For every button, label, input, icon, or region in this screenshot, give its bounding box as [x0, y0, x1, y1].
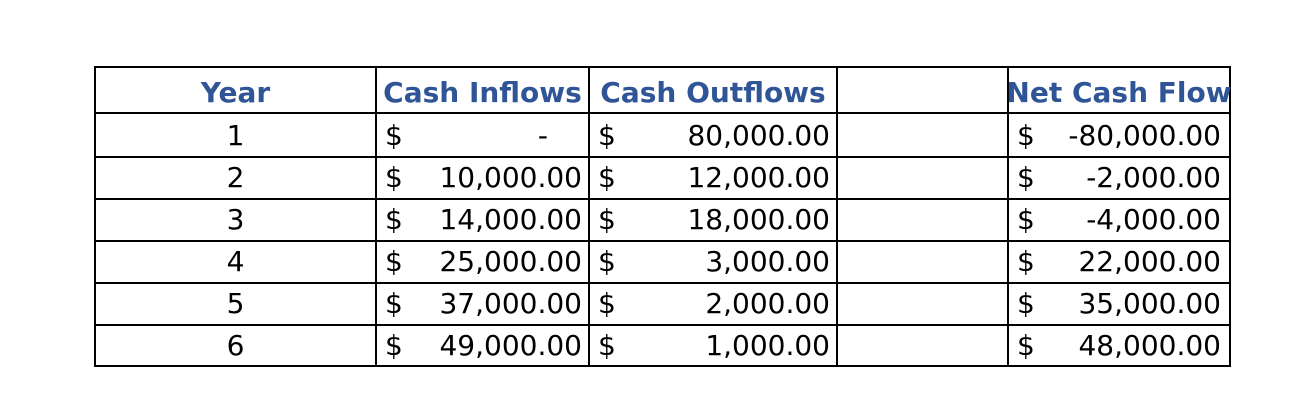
- year-cell: 1: [226, 118, 245, 152]
- currency-symbol: $: [598, 286, 616, 320]
- currency-symbol: $: [385, 328, 403, 362]
- blank-cell: [838, 156, 1007, 198]
- currency-symbol: $: [1017, 118, 1035, 152]
- currency-symbol: $: [598, 160, 616, 194]
- blank-cell: [838, 240, 1007, 282]
- cash-inflow-value: 14,000.00: [439, 202, 582, 236]
- cash-outflow-value: 80,000.00: [687, 118, 830, 152]
- cash-outflow-value: 1,000.00: [705, 328, 830, 362]
- header-year: Year: [200, 75, 271, 109]
- blank-cell: [838, 324, 1007, 366]
- cash-outflow-value: 3,000.00: [705, 244, 830, 278]
- currency-symbol: $: [1017, 286, 1035, 320]
- header-net-cash-flow: Net Cash Flow: [1006, 75, 1232, 109]
- net-cash-flow-value: 22,000.00: [1078, 244, 1221, 278]
- cash-flow-table: [94, 66, 1231, 367]
- cash-outflow-value: 18,000.00: [687, 202, 830, 236]
- header-blank: [838, 68, 1007, 112]
- net-cash-flow-value: 48,000.00: [1078, 328, 1221, 362]
- table-row: [96, 324, 1229, 366]
- currency-symbol: $: [1017, 244, 1035, 278]
- currency-symbol: $: [385, 160, 403, 194]
- currency-symbol: $: [385, 244, 403, 278]
- year-cell: 6: [226, 328, 245, 362]
- currency-symbol: $: [385, 202, 403, 236]
- cash-inflow-value: 10,000.00: [439, 160, 582, 194]
- table-row: [96, 282, 1229, 324]
- currency-symbol: $: [598, 328, 616, 362]
- table-row: [96, 156, 1229, 198]
- header-cash-outflows: Cash Outflows: [600, 75, 826, 109]
- currency-symbol: $: [598, 118, 616, 152]
- year-cell: 2: [226, 160, 245, 194]
- header-row: [96, 68, 1232, 114]
- year-cell: 5: [226, 286, 245, 320]
- net-cash-flow-value: -80,000.00: [1068, 118, 1221, 152]
- net-cash-flow-value: 35,000.00: [1078, 286, 1221, 320]
- currency-symbol: $: [385, 118, 403, 152]
- cash-inflow-value: 25,000.00: [439, 244, 582, 278]
- net-cash-flow-value: -2,000.00: [1086, 160, 1221, 194]
- blank-cell: [838, 198, 1007, 240]
- table-row: [96, 240, 1229, 282]
- table-row: [96, 114, 1229, 156]
- currency-symbol: $: [1017, 202, 1035, 236]
- year-cell: 3: [226, 202, 245, 236]
- header-cash-inflows: Cash Inflows: [383, 75, 582, 109]
- cash-outflow-value: 12,000.00: [687, 160, 830, 194]
- currency-symbol: $: [385, 286, 403, 320]
- cash-inflow-value: -: [537, 118, 548, 152]
- net-cash-flow-value: -4,000.00: [1086, 202, 1221, 236]
- currency-symbol: $: [598, 244, 616, 278]
- year-cell: 4: [226, 244, 245, 278]
- currency-symbol: $: [598, 202, 616, 236]
- currency-symbol: $: [1017, 328, 1035, 362]
- cash-inflow-value: 49,000.00: [439, 328, 582, 362]
- blank-cell: [838, 282, 1007, 324]
- currency-symbol: $: [1017, 160, 1035, 194]
- cash-inflow-value: 37,000.00: [439, 286, 582, 320]
- cash-outflow-value: 2,000.00: [705, 286, 830, 320]
- table-row: [96, 198, 1229, 240]
- blank-cell: [838, 114, 1007, 156]
